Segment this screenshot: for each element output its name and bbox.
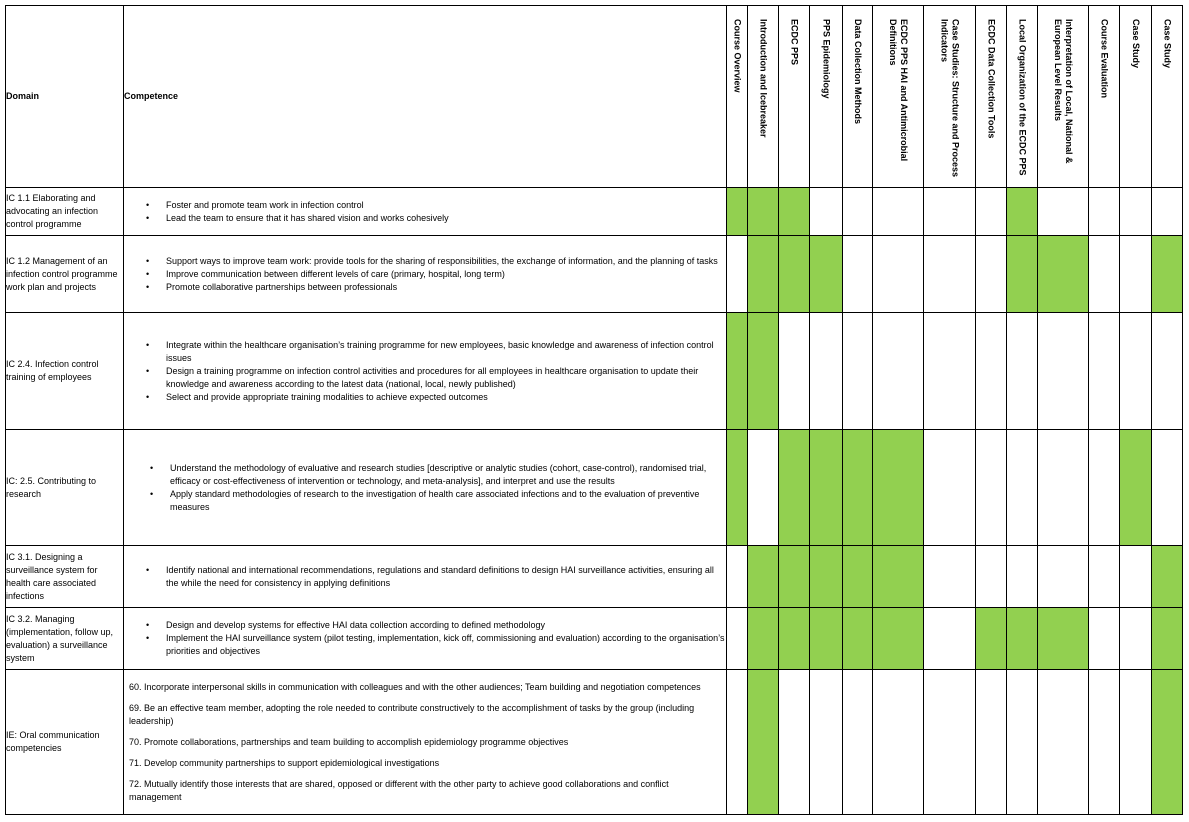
column-header-case-study-2 xyxy=(1152,6,1183,188)
mapping-cell-checked xyxy=(748,608,779,670)
mapping-cell-empty xyxy=(1089,313,1120,430)
mapping-cell-empty xyxy=(1120,670,1152,815)
competence-paragraph: 71. Develop community partnerships to support epidemiological investigations xyxy=(129,757,440,768)
competence-bullet: • Apply standard methodologies of research to the investigation of health care associated infections and to the evaluation of preventive measures xyxy=(170,488,726,514)
domain-header: Domain xyxy=(6,6,124,188)
mapping-cell-checked xyxy=(748,188,779,236)
domain-cell: IC 1.2 Management of an infection control programme work plan and projects xyxy=(6,236,124,313)
mapping-cell-checked xyxy=(1038,236,1089,313)
table-row xyxy=(6,236,1183,313)
mapping-cell-empty xyxy=(1120,236,1152,313)
column-header-label: Course Evaluation xyxy=(1099,18,1110,98)
mapping-cell-empty xyxy=(924,608,976,670)
column-header-local-organization xyxy=(1007,6,1038,188)
mapping-cell-empty xyxy=(924,188,976,236)
mapping-cell-empty xyxy=(924,236,976,313)
competence-paragraph: 70. Promote collaborations, partnerships and team building to accomplish epidemiology programme objectives xyxy=(129,736,569,747)
column-header-label: Data Collection Methods xyxy=(853,18,863,124)
domain-cell: IC 3.2. Managing (implementation, follow up, evaluation) a surveillance system xyxy=(6,608,124,670)
mapping-cell-empty xyxy=(873,670,924,815)
mapping-cell-checked xyxy=(779,188,810,236)
mapping-cell-checked xyxy=(748,236,779,313)
mapping-cell-empty xyxy=(873,188,924,236)
domain-cell: IC 3.1. Designing a surveillance system for health care associated infections xyxy=(6,546,124,608)
mapping-cell-checked xyxy=(810,236,843,313)
mapping-cell-empty xyxy=(843,670,873,815)
competence-cell xyxy=(124,546,727,608)
mapping-cell-empty xyxy=(727,608,748,670)
mapping-cell-empty xyxy=(976,236,1007,313)
mapping-cell-checked xyxy=(873,430,924,546)
competence-paragraph: 69. Be an effective team member, adopting the role needed to contribute constructively to the accomplishment of tasks by the group (including leadership) xyxy=(129,702,695,726)
mapping-cell-empty xyxy=(976,670,1007,815)
header-row xyxy=(6,6,1183,188)
column-header-introduction-icebreaker xyxy=(748,6,779,188)
mapping-cell-empty xyxy=(873,236,924,313)
competence-cell xyxy=(124,608,727,670)
domain-cell: IE: Oral communication competencies xyxy=(6,670,124,815)
competence-bullet: • Lead the team to ensure that it has shared vision and works cohesively xyxy=(166,212,726,225)
column-header-label: Case Study xyxy=(1162,18,1173,68)
mapping-cell-empty xyxy=(1120,546,1152,608)
mapping-cell-empty xyxy=(1007,670,1038,815)
mapping-cell-checked xyxy=(810,430,843,546)
mapping-cell-checked xyxy=(810,608,843,670)
column-header-case-study-1 xyxy=(1120,6,1152,188)
mapping-cell-empty xyxy=(976,188,1007,236)
mapping-cell-empty xyxy=(976,546,1007,608)
mapping-cell-empty xyxy=(924,313,976,430)
column-header-case-studies-indicators xyxy=(924,6,976,188)
mapping-cell-empty xyxy=(727,236,748,313)
mapping-cell-checked xyxy=(748,313,779,430)
mapping-cell-checked xyxy=(779,546,810,608)
mapping-cell-checked xyxy=(810,546,843,608)
competence-bullet: • Understand the methodology of evaluative and research studies [descriptive or analytic studies (cohort, case-control), randomised trial, efficacy or cost-effectiveness of intervention or technology, and meta-analysis], and interpret and use the results xyxy=(170,462,726,488)
table-row xyxy=(6,430,1183,546)
column-header-interpretation-results xyxy=(1038,6,1089,188)
mapping-cell-checked xyxy=(727,188,748,236)
mapping-cell-checked xyxy=(1152,546,1183,608)
mapping-cell-checked xyxy=(1152,236,1183,313)
column-header-ecdc-pps xyxy=(779,6,810,188)
mapping-cell-empty xyxy=(1089,546,1120,608)
column-header-course-overview xyxy=(727,6,748,188)
table-row xyxy=(6,670,1183,815)
mapping-cell-empty xyxy=(748,430,779,546)
competence-cell xyxy=(124,430,727,546)
mapping-cell-empty xyxy=(924,430,976,546)
column-header-course-evaluation xyxy=(1089,6,1120,188)
mapping-cell-empty xyxy=(843,236,873,313)
mapping-cell-empty xyxy=(1038,188,1089,236)
competence-bullet: • Design and develop systems for effective HAI data collection according to defined methodology xyxy=(166,619,726,632)
mapping-cell-checked xyxy=(779,608,810,670)
mapping-cell-empty xyxy=(976,430,1007,546)
mapping-cell-empty xyxy=(1120,608,1152,670)
competence-cell xyxy=(124,313,727,430)
mapping-cell-checked xyxy=(727,313,748,430)
mapping-cell-empty xyxy=(810,313,843,430)
competence-bullet: • Implement the HAI surveillance system (pilot testing, implementation, kick off, commissioning and evaluation) according to the organisation’s priorities and objectives xyxy=(166,632,726,658)
mapping-cell-checked xyxy=(1120,430,1152,546)
mapping-cell-empty xyxy=(1089,236,1120,313)
mapping-cell-empty xyxy=(1089,188,1120,236)
competence-bullet: • Select and provide appropriate training modalities to achieve expected outcomes xyxy=(166,391,726,404)
mapping-cell-empty xyxy=(779,313,810,430)
table-row xyxy=(6,608,1183,670)
mapping-cell-checked xyxy=(843,546,873,608)
column-header-label: Course Overview xyxy=(732,18,743,93)
competence-bullet: • Integrate within the healthcare organisation’s training programme for new employees, basic knowledge and awareness of infection control issues xyxy=(166,339,726,365)
mapping-cell-checked xyxy=(1152,670,1183,815)
mapping-cell-empty xyxy=(1120,313,1152,430)
competence-bullet: • Design a training programme on infection control activities and procedures for all employees in healthcare organisation to update their knowledge and awareness according to the latest data (national, local, newly published) xyxy=(166,365,726,391)
column-header-label: ECDC PPS xyxy=(789,18,800,65)
competence-cell xyxy=(124,670,727,815)
mapping-cell-empty xyxy=(1038,313,1089,430)
column-header-pps-epidemiology xyxy=(810,6,843,188)
mapping-cell-empty xyxy=(1089,670,1120,815)
mapping-cell-checked xyxy=(1007,236,1038,313)
mapping-cell-checked xyxy=(976,608,1007,670)
column-header-label: ECDC Data Collection Tools xyxy=(986,18,997,138)
column-header-label: Introduction and Icebreaker xyxy=(758,18,769,138)
mapping-cell-empty xyxy=(924,670,976,815)
mapping-cell-checked xyxy=(843,430,873,546)
column-header-label: PPS Epidemiology xyxy=(821,18,832,99)
mapping-cell-empty xyxy=(1152,313,1183,430)
mapping-cell-empty xyxy=(810,188,843,236)
column-header-label: Case Studies: Structure and Process Indicators xyxy=(939,18,961,177)
mapping-cell-empty xyxy=(810,670,843,815)
mapping-cell-checked xyxy=(1007,608,1038,670)
mapping-cell-empty xyxy=(1120,188,1152,236)
column-header-label: ECDC PPS HAI and Antimicrobial Definitions xyxy=(888,18,909,161)
competence-matrix-table xyxy=(5,5,1183,815)
mapping-cell-empty xyxy=(1152,430,1183,546)
mapping-cell-empty xyxy=(924,546,976,608)
mapping-cell-empty xyxy=(1007,313,1038,430)
mapping-cell-empty xyxy=(1038,670,1089,815)
competence-bullet: • Identify national and international recommendations, regulations and standard definitions to design HAI surveillance activities, ensuring all the while the need for consistency in applying definitions xyxy=(166,564,726,590)
mapping-cell-checked xyxy=(873,608,924,670)
domain-cell: IC 2.4. Infection control training of employees xyxy=(6,313,124,430)
column-header-hai-definitions xyxy=(873,6,924,188)
table-row xyxy=(6,546,1183,608)
mapping-cell-checked xyxy=(843,608,873,670)
domain-cell: IC 1.1 Elaborating and advocating an infection control programme xyxy=(6,188,124,236)
mapping-cell-checked xyxy=(779,236,810,313)
mapping-cell-empty xyxy=(976,313,1007,430)
table-row xyxy=(6,188,1183,236)
mapping-cell-empty xyxy=(1007,546,1038,608)
mapping-cell-checked xyxy=(1007,188,1038,236)
mapping-cell-empty xyxy=(1038,430,1089,546)
mapping-cell-checked xyxy=(1152,608,1183,670)
mapping-cell-empty xyxy=(779,670,810,815)
mapping-cell-empty xyxy=(1038,546,1089,608)
mapping-cell-empty xyxy=(1152,188,1183,236)
mapping-cell-empty xyxy=(727,670,748,815)
table-row xyxy=(6,313,1183,430)
mapping-cell-checked xyxy=(748,546,779,608)
mapping-cell-empty xyxy=(1007,430,1038,546)
mapping-cell-empty xyxy=(1089,430,1120,546)
competence-paragraph: 72. Mutually identify those interests that are shared, opposed or different with the other party to achieve good collaborations and conflict management xyxy=(129,778,669,802)
domain-cell: IC: 2.5. Contributing to research xyxy=(6,430,124,546)
mapping-cell-checked xyxy=(873,546,924,608)
mapping-cell-checked xyxy=(748,670,779,815)
column-header-label: Case Study xyxy=(1131,18,1141,68)
mapping-cell-checked xyxy=(727,430,748,546)
mapping-cell-empty xyxy=(1089,608,1120,670)
competence-bullet: • Support ways to improve team work: provide tools for the sharing of responsibilities, the exchange of information, and the planning of tasks xyxy=(166,255,726,268)
mapping-cell-checked xyxy=(1038,608,1089,670)
column-header-data-collection-tools xyxy=(976,6,1007,188)
competence-bullet: • Improve communication between different levels of care (primary, hospital, long term) xyxy=(166,268,726,281)
competence-cell xyxy=(124,188,727,236)
column-header-label: Interpretation of Local, National & European Level Results xyxy=(1053,18,1074,164)
competence-header: Competence xyxy=(124,6,727,188)
competence-cell xyxy=(124,236,727,313)
mapping-cell-checked xyxy=(779,430,810,546)
competence-bullet: • Promote collaborative partnerships between professionals xyxy=(166,281,726,294)
competence-bullet: • Foster and promote team work in infection control xyxy=(166,199,726,212)
mapping-cell-empty xyxy=(843,188,873,236)
column-header-label: Local Organization of the ECDC PPS xyxy=(1017,18,1028,176)
mapping-cell-empty xyxy=(843,313,873,430)
competence-paragraph: 60. Incorporate interpersonal skills in communication with colleagues and with the other audiences; Team building and negotiation competences xyxy=(129,681,701,692)
column-header-data-collection-methods xyxy=(843,6,873,188)
mapping-cell-empty xyxy=(727,546,748,608)
mapping-cell-empty xyxy=(873,313,924,430)
